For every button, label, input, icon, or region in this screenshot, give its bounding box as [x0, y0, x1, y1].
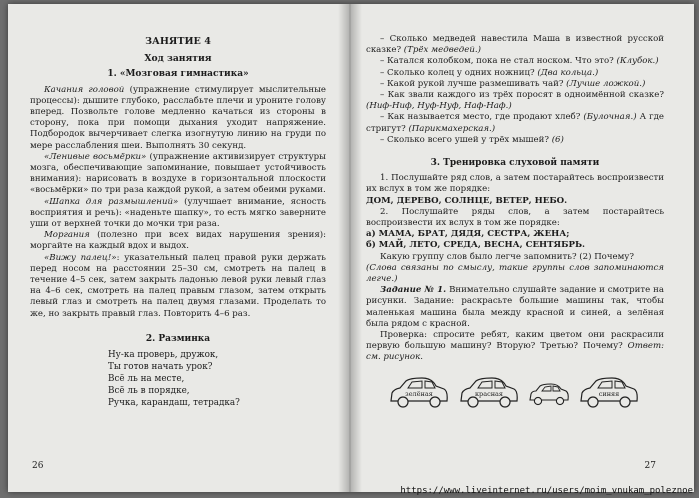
car-label: красная — [474, 389, 504, 398]
paragraph-lazy-eights: «Ленивые восьмёрки» (упражнение активизирует структуры мозга, обеспечивающие запоминание, повышает устойчивость внимания): нарисовать в воздухе в горизонтальной плоскости «восьмёрки» по три раза каждой рукой, а затем обеими руками. — [30, 151, 326, 196]
cars-illustration — [366, 372, 664, 418]
riddle: – Сколько медведей навестила Маша в известной русской сказке? (Трёх медведей.) — [366, 34, 664, 56]
paragraph-thinking-cap: «Шапка для размышлений» (улучшает внимание, ясность восприятия и речь): «наденьте шапку», то есть мягко заверните уши от верхней точки до мочки три раза. — [30, 196, 326, 230]
lesson-subtitle: Ход занятия — [144, 53, 212, 65]
riddle: – Как звали каждого из трёх поросят в одноимённой сказке? (Ниф-Ниф, Нуф-Нуф, Наф-Наф.) — [366, 90, 664, 112]
page-number-right: 27 — [644, 460, 656, 471]
question-answer: (Слова связаны по смыслу, такие группы слов запоминаются легче.) — [366, 262, 664, 285]
riddle: – Сколько колец у одних ножниц? (Два кольца.) — [380, 67, 599, 78]
lesson-title: ЗАНЯТИЕ 4 — [145, 36, 211, 47]
riddle: – Катался колобком, пока не стал носком. Что это? (Клубок.) — [380, 56, 659, 67]
question: Какую группу слов было легче запомнить? (2) Почему? — [380, 251, 634, 262]
book-spread — [8, 4, 694, 492]
riddle: – Сколько всего ушей у трёх мышей? (6) — [380, 134, 564, 145]
poem-line: Всё ль на месте, — [108, 374, 185, 385]
paragraph-blinking: Моргания (полезно при всех видах нарушения зрения): моргайте на каждый вдох и выдох. — [30, 230, 326, 252]
car-icon — [458, 376, 520, 410]
source-url-watermark: https://www.liveinternet.ru/users/moim_vnukam_poleznoe — [400, 486, 693, 496]
section-heading-1: 1. «Мозговая гимнастика» — [107, 69, 249, 80]
poem-line: Ручка, карандаш, тетрадка? — [108, 398, 240, 409]
car-icon — [388, 376, 450, 410]
page-number-left: 26 — [32, 460, 44, 471]
section-heading-3: 3. Тренировка слуховой памяти — [430, 158, 600, 169]
poem — [108, 349, 326, 409]
task-1-text: 1. Послушайте ряд слов, а затем постарайтесь воспроизвести их вслух в том же порядке: — [366, 173, 664, 195]
small-car-icon — [528, 382, 570, 408]
task-2-text: 2. Послушайте ряды слов, а затем постарайтесь воспроизвести их вслух в том же порядке: — [366, 206, 664, 229]
right-page — [366, 4, 664, 492]
paragraph-head-swing: Качания головой (упражнение стимулирует мыслительные процессы): дышите глубоко, расслабьте плечи и уроните голову вперед. Позвольте голове медленно качаться из стороны в сторону, пока при помощи дыхания уходит напряжение. Подбородок вычерчивает слегка изогнутую линию на груди по мере расслабления шеи. Выполнять 30 секунд. — [30, 84, 327, 151]
word-list-2b: б) МАЙ, ЛЕТО, СРЕДА, ВЕСНА, СЕНТЯБРЬ. — [366, 240, 586, 251]
word-list-2a: а) МАМА, БРАТ, ДЯДЯ, СЕСТРА, ЖЕНА; — [366, 229, 570, 240]
word-list-1: ДОМ, ДЕРЕВО, СОЛНЦЕ, ВЕТЕР, НЕБО. — [366, 195, 568, 206]
task-assignment: Задание № 1. Внимательно слушайте задание и смотрите на рисунки. Задание: раскрасьте большие машины так, чтобы маленькая машина была между красной и синей, а зелёная была рядом с красной. — [366, 285, 664, 329]
car-label: синяя — [598, 389, 620, 398]
section-heading-2: 2. Разминка — [145, 333, 211, 344]
poem-line: Всё ль в порядке, — [108, 386, 190, 397]
book-gutter — [338, 4, 362, 492]
riddle: – Как называется место, где продают хлеб? (Булочная.) А где стригут? (Парикмахерская.) — [366, 112, 665, 134]
left-page — [30, 4, 326, 492]
paragraph-see-finger: «Вижу палец!»: указательный палец правой руки держать перед носом на расстоянии 25–30 см, смотреть на палец в течение 4–5 сек, затем закрыть ладонью левой руки левый глаз на 4–6 сек, смотреть на палец правым глазом, затем открыть левый глаз и смотреть на палец двумя глазами. Проделать то же, но закрыть правый глаз. Повторить 4–6 раз. — [30, 252, 326, 319]
check-paragraph: Проверка: спросите ребят, каким цветом они раскрасили первую большую машину? Вторую? Третью? Почему? Ответ: см. рисунок. — [366, 330, 664, 363]
riddle: – Какой рукой лучше размешивать чай? (Лучше ложкой.) — [380, 78, 646, 89]
poem-line: Ты готов начать урок? — [108, 362, 213, 373]
poem-line: Ну-ка проверь, дружок, — [108, 350, 219, 361]
car-icon — [578, 376, 640, 410]
car-label: зелёная — [405, 389, 433, 398]
